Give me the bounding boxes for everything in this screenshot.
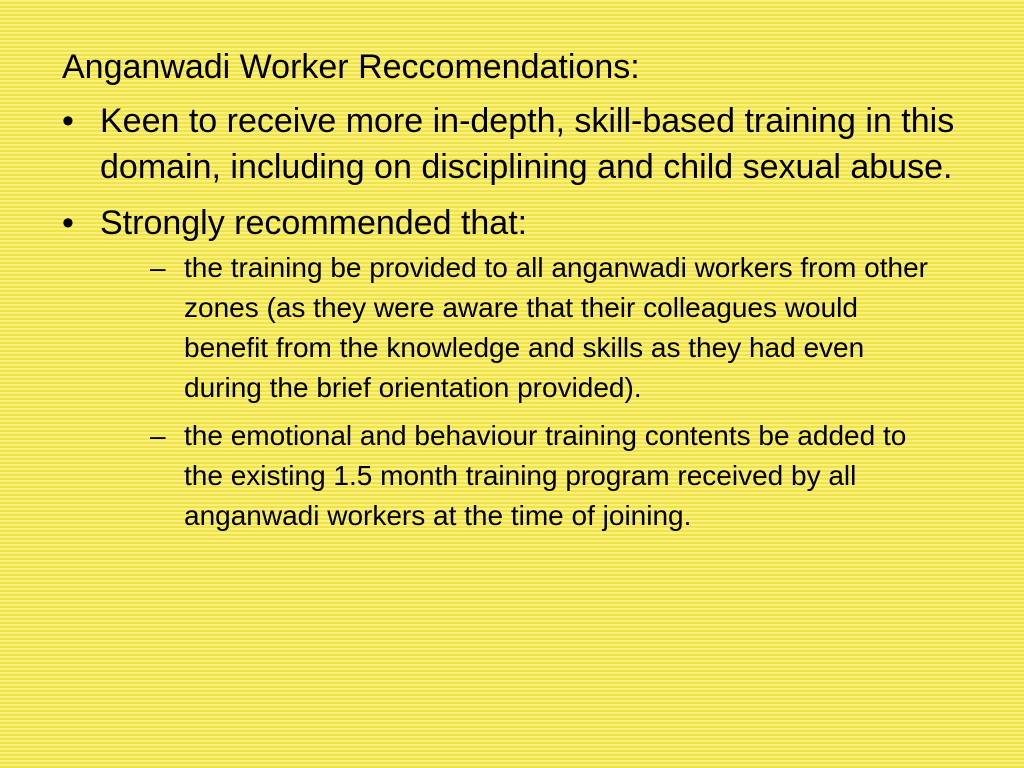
bullet-marker: • [62, 204, 74, 242]
dash-marker: – [150, 420, 166, 451]
bullet-text: Keen to receive more in-depth, skill-based training in this domain, including on disciplining and child sexual abuse. [100, 102, 955, 186]
sub-bullet-text: the training be provided to all anganwadi workers from other zones (as they were aware that their colleagues would benefit from the knowledge and skills as they had even during the brief orientation provided). [184, 252, 928, 403]
sub-bullet-list [100, 248, 962, 536]
slide-heading: Anganwadi Worker Reccomendations: [62, 48, 640, 86]
bullet-list [62, 98, 962, 546]
bullet-text: Strongly recommended that: [100, 204, 528, 242]
dash-marker: – [150, 252, 166, 283]
sub-bullet-item [100, 416, 944, 536]
bullet-item [62, 200, 962, 536]
bullet-item [62, 98, 962, 190]
sub-bullet-text: the emotional and behaviour training contents be added to the existing 1.5 month training program received by all anganwadi workers at the time of joining. [184, 420, 907, 531]
bullet-marker: • [62, 102, 74, 140]
sub-bullet-item [100, 248, 944, 408]
